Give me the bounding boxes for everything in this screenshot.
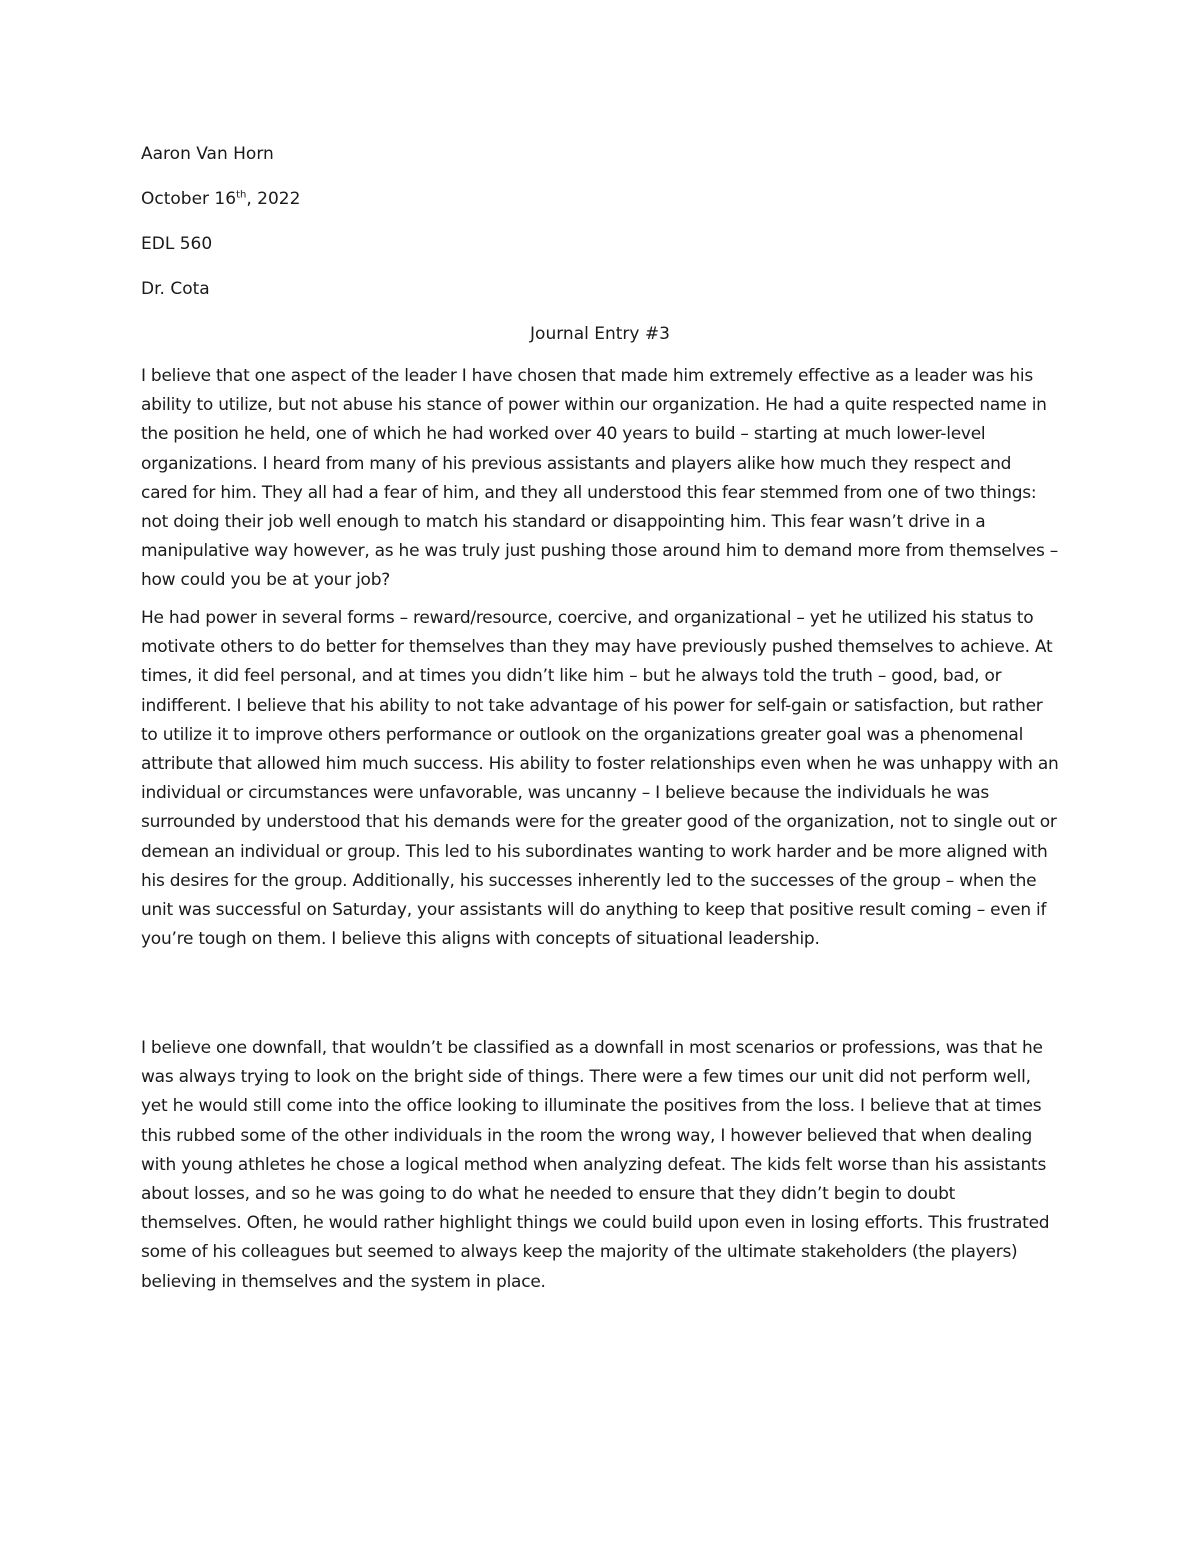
document-title: Journal Entry #3 (530, 324, 670, 344)
date-year: , 2022 (246, 189, 301, 209)
date-ordinal-suffix: th (236, 189, 247, 201)
body-paragraph-3: I believe one downfall, that wouldn’t be classified as a downfall in most scenarios or professions, was that he was always trying to look on the bright side of things. There were a few times our unit did not perform well, yet he would still come into the office looking to illuminate the positives from the loss. I believe that at times this rubbed some of the other individuals in the room the wrong way, I however believed that when dealing with young athletes he chose a logical method when analyzing defeat. The kids felt worse than his assistants about losses, and so he was going to do what he needed to ensure that they didn’t begin to doubt themselves. Often, he would rather highlight things we could build upon even in losing efforts. This frustrated some of his colleagues but seemed to always keep the majority of the ultimate stakeholders (the players) believing in themselves and the system in place. (141, 1038, 1050, 1292)
course-code: EDL 560 (141, 234, 213, 254)
professor-name: Dr. Cota (141, 279, 210, 299)
author-name: Aaron Van Horn (141, 144, 274, 164)
date-month-day: October 16 (141, 189, 237, 209)
body-paragraph-2: He had power in several forms – reward/resource, coercive, and organizational – yet he utilized his status to motivate others to do better for themselves than they may have previously pushed themselves to achieve. At times, it did feel personal, and at times you didn’t like him – but he always told the truth – good, bad, or indifferent. I believe that his ability to not take advantage of his power for self-gain or satisfaction, but rather to utilize it to improve others performance or outlook on the organizations greater goal was a phenomenal attribute that allowed him much success. His ability to foster relationships even when he was unhappy with an individual or circumstances were unfavorable, was uncanny – I believe because the individuals he was surrounded by understood that his demands were for the greater good of the organization, not to single out or demean an individual or group. This led to his subordinates wanting to work harder and be more aligned with his desires for the group. Additionally, his successes inherently led to the successes of the group – when the unit was successful on Saturday, your assistants will do anything to keep that positive result coming – even if you’re tough on them. I believe this aligns with concepts of situational leadership. (141, 608, 1059, 950)
document-date (141, 185, 300, 214)
body-paragraph-1: I believe that one aspect of the leader I have chosen that made him extremely effective as a leader was his ability to utilize, but not abuse his stance of power within our organization. He had a quite respected name in the position he held, one of which he had worked over 40 years to build – starting at much lower-level organizations. I heard from many of his previous assistants and players alike how much they respect and cared for him. They all had a fear of him, and they all understood this fear stemmed from one of two things: not doing their job well enough to match his standard or disappointing him. This fear wasn’t drive in a manipulative way however, as he was truly just pushing those around him to demand more from themselves – how could you be at your job? (141, 366, 1059, 591)
